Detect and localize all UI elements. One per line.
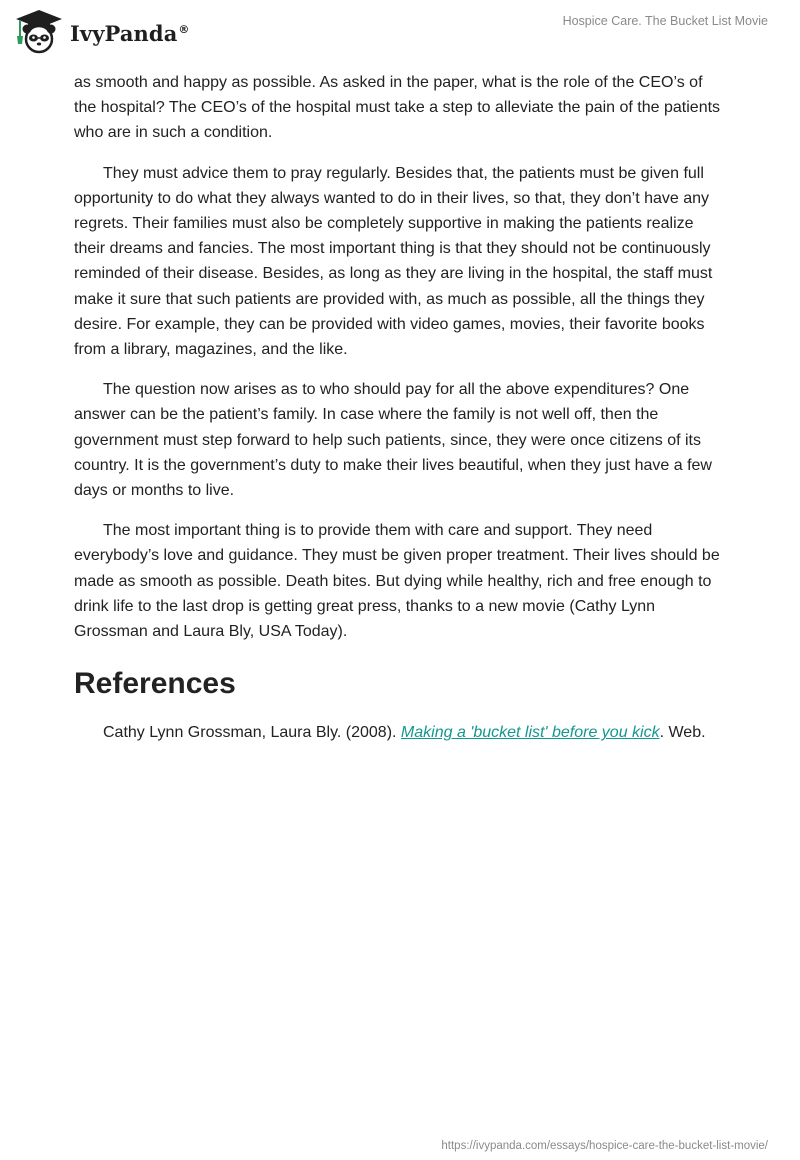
panda-graduate-icon: [14, 8, 64, 54]
reference-link[interactable]: Making a 'bucket list' before you kick: [400, 724, 660, 742]
reference-authors: Cathy Lynn Grossman, Laura Bly. (2008).: [103, 724, 401, 742]
paragraph-3: The question now arises as to who should pay for all the above expenditures? One answer can be the patient’s family. In case where the family is not well off, then the government must step forward to help such patients, since, they were once citizens of its country. It is the government’s duty to make their lives beautiful, when they just have a few days or months to live.: [74, 381, 712, 500]
essay-content: [74, 70, 728, 760]
document-title: Hospice Care. The Bucket List Movie: [562, 14, 768, 28]
paragraph-1: as smooth and happy as possible. As asked in the paper, what is the role of the CEO’s of the hospital? The CEO’s of the hospital must take a step to alleviate the pain of the patients who are in such a condition.: [74, 74, 721, 142]
logo-wordmark: IvyPanda®: [70, 20, 190, 46]
page-header: [0, 0, 800, 64]
reference-after-link: . Web.: [659, 724, 706, 742]
reference-entry: [74, 720, 728, 745]
paragraph-2: They must advice them to pray regularly. Besides that, the patients must be given full opportunity to do what they always wanted to do in their lives, so that, they don’t have any regrets. Their families must also be completely supportive in making the patients realize their dreams and fancies. The most important thing is that they should not be continuously reminded of their disease. Besides, as long as they are living in the hospital, the staff must make it sure that such patients are provided with, as much as possible, all the things they desire. For example, they can be provided with video games, movies, their favorite books from a library, magazines, and the like.: [74, 164, 713, 359]
footer-url: https://ivypanda.com/essays/hospice-care-the-bucket-list-movie/: [441, 1140, 768, 1152]
ivypanda-logo[interactable]: [14, 8, 190, 54]
references-heading: References: [74, 667, 236, 701]
paragraph-4: The most important thing is to provide them with care and support. They need everybody’s love and guidance. They must be given proper treatment. Their lives should be made as smooth as possible. Death bites. But dying while healthy, rich and free enough to drink life to the last drop is getting great press, thanks to a new movie (Cathy Lynn Grossman and Laura Bly, USA Today).: [74, 522, 720, 641]
